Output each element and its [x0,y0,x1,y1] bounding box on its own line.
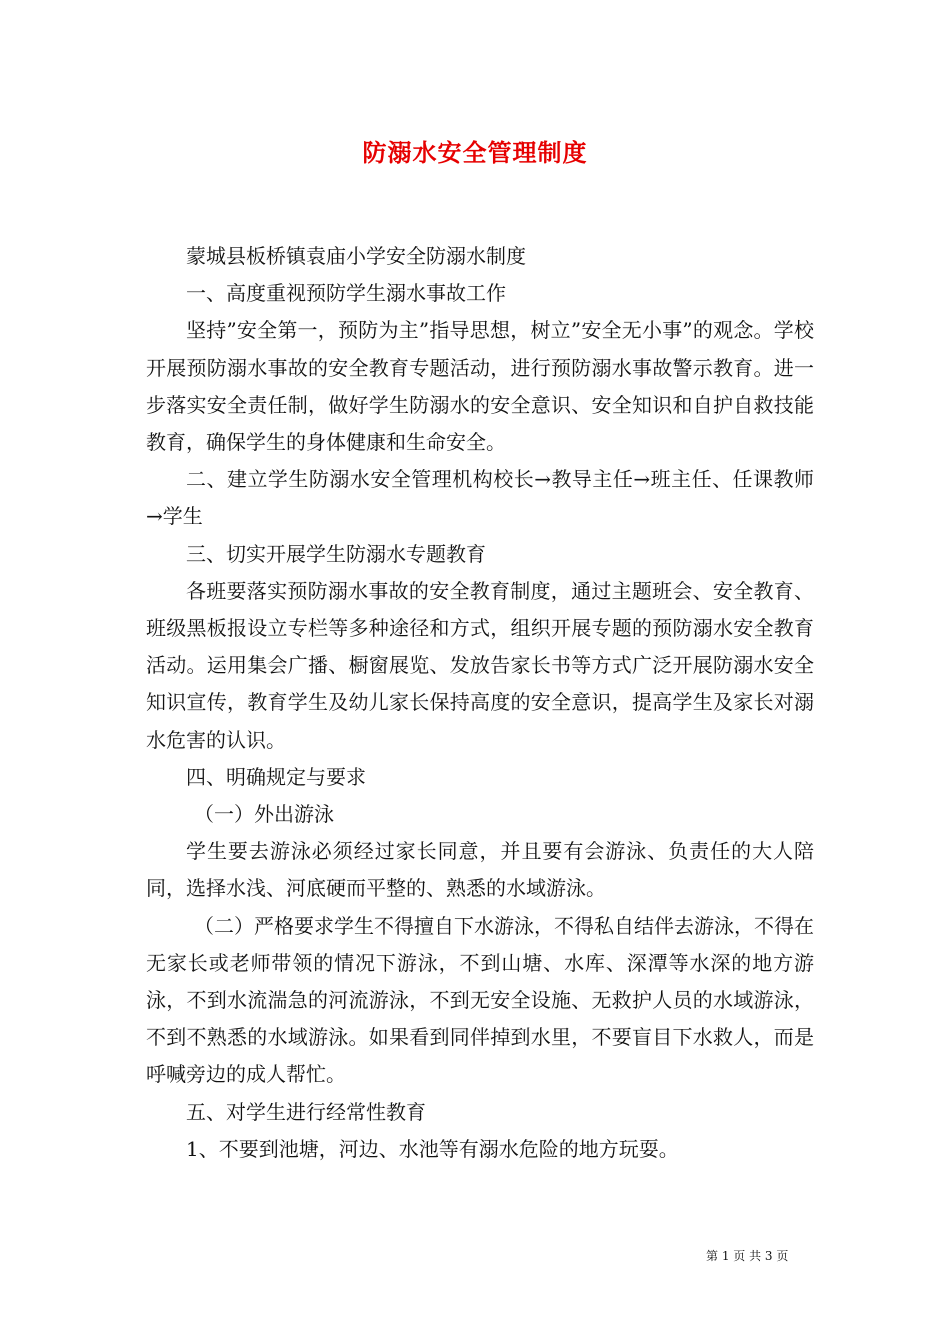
paragraph-3: 各班要落实预防溺水事故的安全教育制度，通过主题班会、安全教育、班级黑板报设立专栏等多种途径和方式，组织开展专题的预防溺水安全教育活动。运用集会广播、橱窗展览、发放告家长书等方式广泛开展防溺水安全知识宣传，教育学生及幼儿家长保持高度的安全意识，提高学生及家长对溺水危害的认识。 [146,578,814,752]
list-item-5-1: 1、不要到池塘，河边、水池等有溺水危险的地方玩耍。 [186,1136,679,1161]
section-heading-1: 一、高度重视预防学生溺水事故工作 [186,281,506,306]
paragraph-4-2: （二）严格要求学生不得擅自下水游泳，不得私自结伴去游泳，不得在无家长或老师带领的情况下游泳，不到山塘、水库、深潭等水深的地方游泳，不到水流湍急的河流游泳，不到无安全设施、无救护人员的水域游泳，不到不熟悉的水域游泳。如果看到同伴掉到水里，不要盲目下水救人，而是呼喊旁边的成人帮忙。 [146,913,814,1087]
paragraph-1: 坚持”安全第一，预防为主”指导思想，树立”安全无小事”的观念。学校开展预防溺水事故的安全教育专题活动，进行预防溺水事故警示教育。进一步落实安全责任制，做好学生防溺水的安全意识、安全知识和自护自救技能教育，确保学生的身体健康和生命安全。 [146,318,814,455]
section-heading-4: 四、明确规定与要求 [186,764,366,789]
subsection-heading-1: （一）外出游泳 [194,802,334,827]
section-heading-2: 二、建立学生防溺水安全管理机构校长→教导主任→班主任、任课教师→学生 [146,467,814,529]
document-body [146,238,814,1168]
document-title: 防溺水安全管理制度 [362,138,588,167]
school-heading: 蒙城县板桥镇袁庙小学安全防溺水制度 [186,244,526,268]
paragraph-4-1: 学生要去游泳必须经过家长同意，并且要有会游泳、负责任的大人陪同，选择水浅、河底硬而平整的、熟悉的水域游泳。 [146,839,814,901]
section-heading-3: 三、切实开展学生防溺水专题教育 [186,541,486,566]
page-indicator: 第 1 页 共 3 页 [706,1249,789,1263]
section-heading-5: 五、对学生进行经常性教育 [186,1099,426,1124]
